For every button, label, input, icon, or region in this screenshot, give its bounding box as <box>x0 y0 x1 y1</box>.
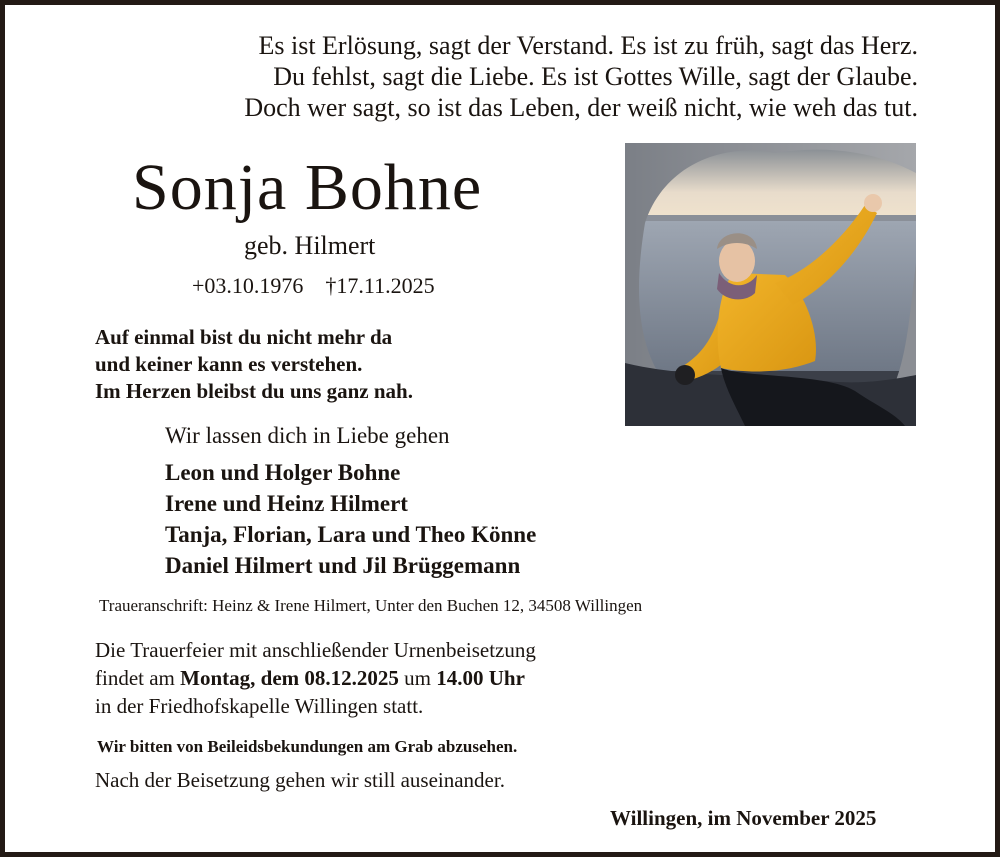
deceased-name: Sonja Bohne <box>132 151 483 224</box>
mourning-address: Traueranschrift: Heinz & Irene Hilmert, Unter den Buchen 12, 34508 Willingen <box>99 596 643 615</box>
mourner-line: Daniel Hilmert und Jil Brüggemann <box>165 553 521 578</box>
farewell-line: Wir lassen dich in Liebe gehen <box>165 423 450 448</box>
life-dates: +03.10.1976 †17.11.2025 <box>192 273 435 298</box>
place-and-date: Willingen, im November 2025 <box>610 806 877 830</box>
funeral-line-3: in der Friedhofskapelle Willingen statt. <box>95 694 424 718</box>
verse-line-1: Auf einmal bist du nicht mehr da <box>95 325 393 349</box>
verse-line-3: Im Herzen bleibst du uns ganz nah. <box>95 379 413 403</box>
funeral-text: findet am <box>95 666 181 690</box>
condolence-request: Wir bitten von Beileidsbekundungen am Grab abzusehen. <box>97 737 518 756</box>
poem-line-2: Du fehlst, sagt die Liebe. Es ist Gottes Wille, sagt der Glaube. <box>273 62 918 91</box>
verse-line-2: und keiner kann es verstehen. <box>95 352 363 376</box>
poem-line-1: Es ist Erlösung, sagt der Verstand. Es ist zu früh, sagt das Herz. <box>258 31 918 60</box>
mourner-line: Tanja, Florian, Lara und Theo Könne <box>165 522 537 547</box>
portrait-photo <box>625 143 916 426</box>
mourner-line: Irene und Heinz Hilmert <box>165 491 408 516</box>
birth-name: geb. Hilmert <box>244 231 376 260</box>
funeral-line-1: Die Trauerfeier mit anschließender Urnenbeisetzung <box>95 638 536 662</box>
after-burial-note: Nach der Beisetzung gehen wir still auseinander. <box>95 768 505 792</box>
funeral-line-2 <box>95 664 525 692</box>
funeral-time: 14.00 Uhr <box>436 666 525 690</box>
poem-line-3: Doch wer sagt, so ist das Leben, der weiß nicht, wie weh das tut. <box>244 93 918 122</box>
funeral-date: Montag, dem 08.12.2025 <box>180 666 399 690</box>
mourner-line: Leon und Holger Bohne <box>165 460 401 485</box>
funeral-text: um <box>398 666 437 690</box>
